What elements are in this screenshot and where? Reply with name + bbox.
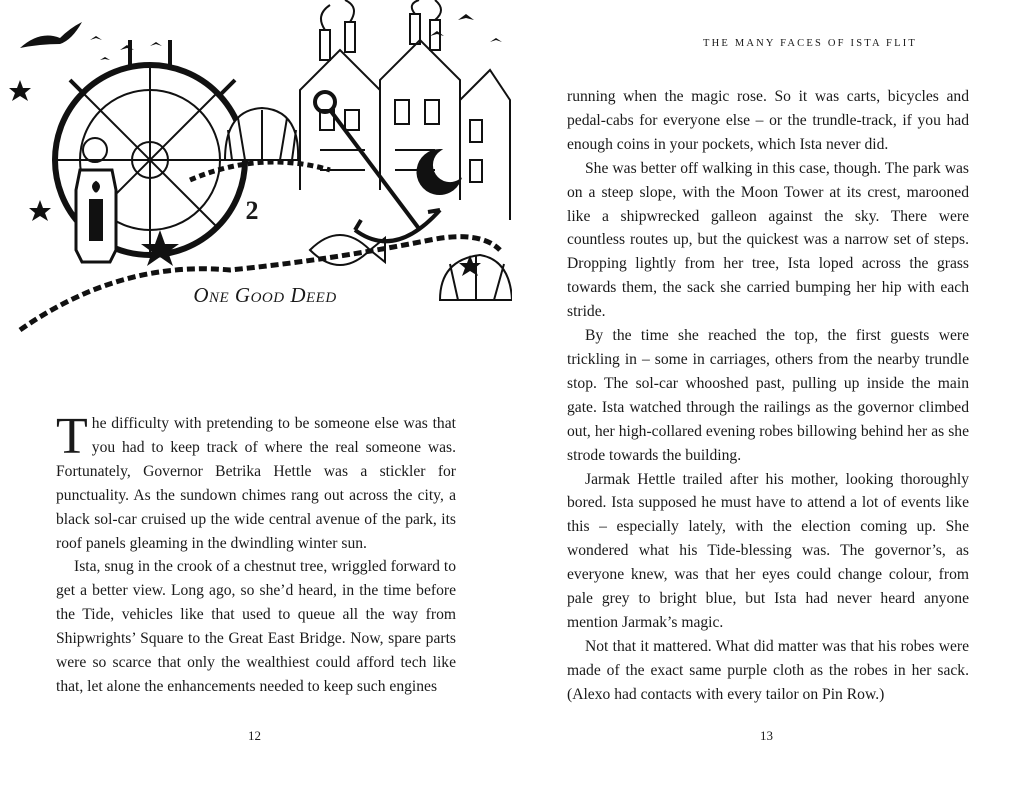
paragraph: running when the magic rose. So it was carts, bicycles and pedal-cabs for everyone else – or the trundle-track, if you had enough coins in your pockets, which Ista never did. — [567, 88, 969, 153]
page-number: 13 — [760, 728, 773, 743]
paragraph: Ista, snug in the crook of a chestnut tree, wriggled forward to get a better view. Long ago, so she’d heard, in the time before the Tide, vehicles like that used to queue all the way from Shipwrights’ Square to the Great East Bridge. Now, spare parts were so scarce that only the wealthiest could afford tech like that, let alone the enhancements needed to keep such engines — [56, 558, 456, 695]
right-body-text — [567, 85, 969, 707]
paragraph: By the time she reached the top, the first guests were trickling in – some in carriages, others from the nearby trundle stop. The sol-car whooshed past, pulling up inside the main gate. Ista watched through the railings as the governor climbed out, her high-collared evening robes billowing behind her as she strode towards the building. — [567, 327, 969, 464]
paragraph: She was better off walking in this case, though. The park was on a steep slope, with the Moon Tower at its crest, marooned like a shipwrecked galleon against the sky. There were countless routes up, but the quickest was a narrow set of steps. Dropping lightly from her tree, Ista loped across the grass towards them, the sack she carried bumping her hip with each stride. — [567, 159, 969, 321]
chapter-number: 2 — [245, 196, 259, 225]
paragraph-text: he difficulty with pretending to be someone else was that you had to keep track of where the real someone was. Fortunately, Governor Betrika Hettle was a stickler for punctuality. As the sundown chimes rang out across the city, a black sol-car cruised up the wide central avenue of the park, its roof panels gleaming in the dwindling winter sun. — [56, 415, 456, 552]
chapter-title-initial: D — [290, 283, 306, 307]
chapter-title-rest: EED — [306, 290, 337, 306]
chapter-title-initial: G — [234, 283, 251, 307]
paragraph: Not that it mattered. What did matter was that his robes were made of the exact same purple cloth as the robes in her sack. (Alexo had contacts with every tailor on Pin Row.) — [567, 637, 969, 703]
drop-cap: T — [56, 408, 88, 465]
paragraph: Jarmak Hettle trailed after his mother, looking thoroughly bored. Ista supposed he must have to attend a lot of events like this – especially lately, with the election coming up. She wondered what his Tide-blessing was. The governor’s, as everyone knew, was that her eyes could change colour, from pale grey to bright blue, but Ista had never heard anyone mention Jarmak’s magic. — [567, 470, 969, 631]
chapter-title-initial: O — [193, 283, 209, 307]
running-head: THE MANY FACES OF ISTA FLIT — [702, 38, 918, 49]
page-number: 12 — [248, 728, 261, 743]
chapter-title-rest: OOD — [250, 290, 285, 306]
chapter-title-rest: NE — [208, 290, 230, 306]
